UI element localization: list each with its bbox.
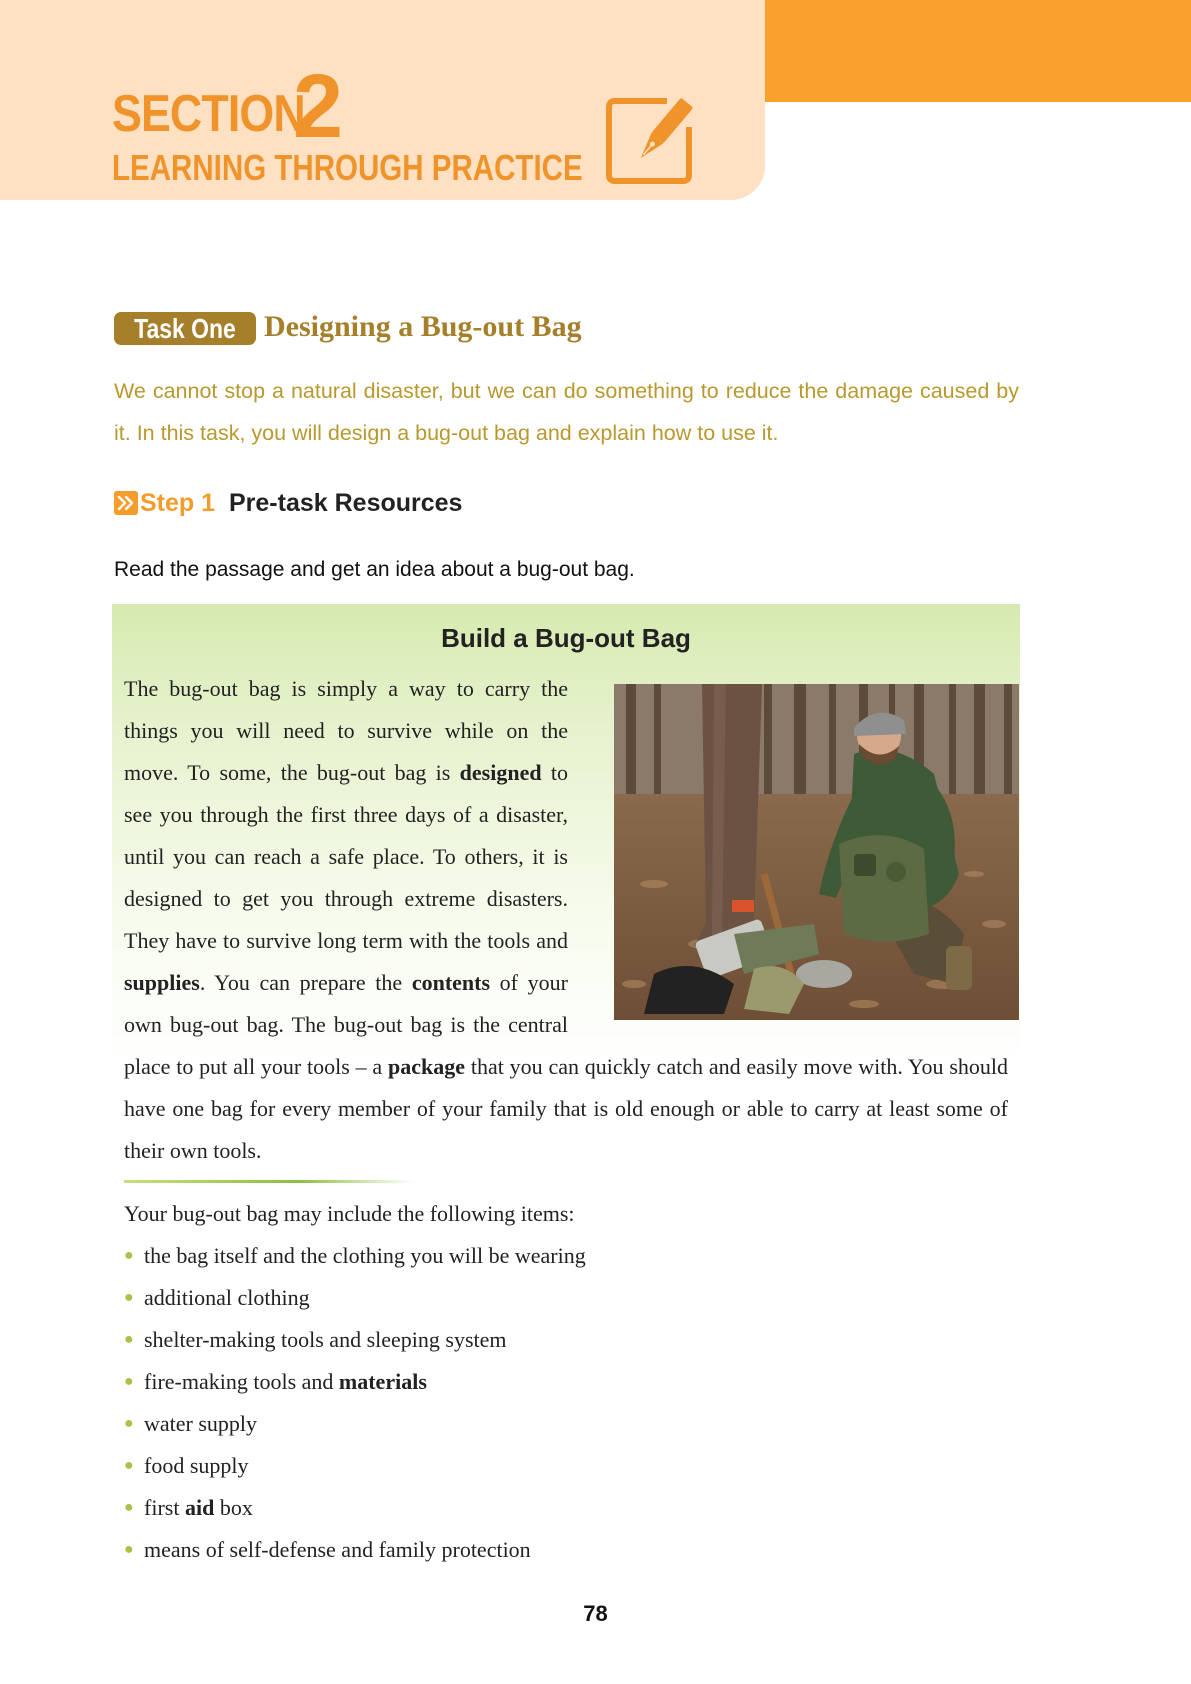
list-item: ● water supply <box>124 1403 586 1445</box>
bullet-icon: ● <box>124 1541 134 1558</box>
pen-writing-icon <box>605 97 695 185</box>
vocab-package: package <box>388 1054 466 1079</box>
items-intro: Your bug-out bag may include the following items: <box>124 1201 575 1226</box>
bullet-icon: ● <box>124 1331 134 1348</box>
section-word: SECTION <box>112 85 305 143</box>
step-title: Pre-task Resources <box>229 489 463 517</box>
list-item: ● first aid box <box>124 1487 586 1529</box>
step-label: Step 1 <box>140 489 216 517</box>
passage-divider <box>124 1180 414 1183</box>
bullet-icon: ● <box>124 1373 134 1390</box>
vocab-supplies: supplies <box>124 970 200 995</box>
bullet-icon: ● <box>124 1457 134 1474</box>
double-chevron-right-icon <box>114 491 138 515</box>
step-instruction: Read the passage and get an idea about a bug-out bag. <box>114 558 635 581</box>
vocab-aid: aid <box>184 1495 215 1520</box>
bullet-icon: ● <box>124 1289 134 1306</box>
vocab-designed: designed <box>459 760 542 785</box>
task-title: Designing a Bug-out Bag <box>264 310 582 343</box>
task-intro: We cannot stop a natural disaster, but we can do something to reduce the damage caused by it. In this task, you will design a bug-out bag and explain how to use it. <box>114 379 1019 445</box>
bullet-icon: ● <box>124 1415 134 1432</box>
task-badge: Task One <box>114 312 256 345</box>
passage-body <box>124 668 1008 1172</box>
list-item: ● means of self-defense and family protection <box>124 1529 586 1571</box>
list-item: ● the bag itself and the clothing you will be wearing <box>124 1235 586 1277</box>
section-subtitle: LEARNING THROUGH PRACTICE <box>112 147 583 188</box>
vocab-contents: contents <box>411 970 491 995</box>
page-number: 78 <box>583 1601 608 1626</box>
list-item: ● fire-making tools and materials <box>124 1361 586 1403</box>
list-item: ● food supply <box>124 1445 586 1487</box>
items-list <box>124 1235 586 1571</box>
bullet-icon: ● <box>124 1247 134 1264</box>
vocab-materials: materials <box>338 1369 427 1394</box>
passage-paragraph: The bug-out bag is simply a way to carry the things you will need to survive while on the move. To some, the bug-out bag is designed to see you through the first three days of a disaster, until you can reach a safe place. To others, it is designed to get you through extreme disasters. They have to survive long term with the tools and supplies. You can prepare the contents of your own bug-out bag. The bug-out bag is the central place to put all your tools – a package that you can quickly catch and easily move with. You should have one bag for every member of your family that is old enough or able to carry at least some of their own tools. <box>124 676 1008 1163</box>
list-item: ● shelter-making tools and sleeping system <box>124 1319 586 1361</box>
photo-wrap-space <box>568 668 1008 1019</box>
section-number: 2 <box>293 57 344 157</box>
bullet-icon: ● <box>124 1499 134 1516</box>
list-item: ● additional clothing <box>124 1277 586 1319</box>
passage-title: Build a Bug-out Bag <box>441 623 691 653</box>
header-corner-block <box>765 0 1191 102</box>
